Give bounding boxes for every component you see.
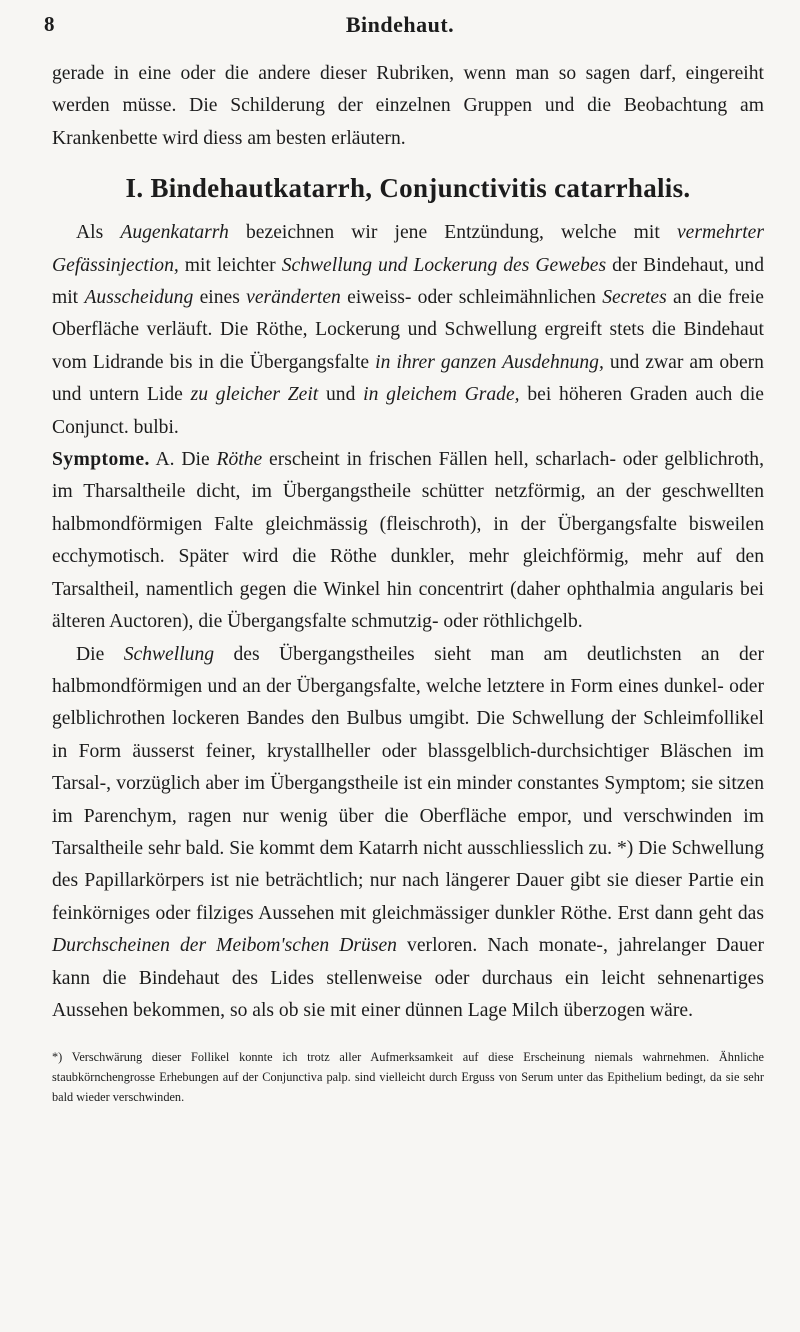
- running-title: Bindehaut.: [345, 12, 455, 37]
- text-run: Als: [76, 222, 121, 244]
- text-run: bezeichnen wir jene Entzündung, welche mit: [228, 222, 677, 244]
- italic-term: Röthe: [216, 449, 263, 471]
- text-run: an die freie Oberfläche verläuft. Die Röthe, Lockerung und Schwellung ergreift stets die Bindehaut vom Lidrande bis in die Übergangsfalte: [52, 287, 764, 373]
- text-run: Die: [76, 643, 124, 665]
- italic-term: in ihrer ganzen Ausdehnung,: [375, 351, 604, 373]
- page-number: 8: [44, 12, 55, 36]
- footnote-marker: *): [52, 1050, 63, 1065]
- text-run: verloren. Nach monate-, jahrelanger Dauer kann die Bindehaut des Lides stellenweise oder durchaus ein leicht sehnenartiges Aussehen bekommen, so als ob sie mit einer dünnen Lage Milch überzogen wäre.: [52, 935, 764, 1021]
- italic-term: zu gleicher Zeit: [190, 384, 319, 406]
- text-run: A. Die: [149, 449, 217, 471]
- italic-term: vermehrter Gefässinjection,: [52, 222, 764, 276]
- text-run: erscheint in frischen Fällen hell, scharlach- oder gelblichroth, im Tharsaltheile dicht, im Übergangstheile schütter netzförmig, an der geschwellten halbmondförmigen Falte gleichmässig (fleischroth), in der Übergangsfalte bisweilen ecchymotisch. Später wird die Röthe dunkler, mehr gleichförmig, mehr auf den Tarsaltheil, namentlich gegen die Winkel hin concentrirt (daher ophthalmia angularis bei älteren Auctoren), die Übergangsfalte schmutzig- oder röthlichgelb.: [52, 449, 765, 633]
- italic-term: Schwellung und Lockerung des Gewebes: [281, 254, 607, 276]
- text-run: bei höheren Graden auch die Conjunct. bulbi.: [52, 384, 764, 438]
- section-heading: I. Bindehautkatarrh, Conjunctivitis catarrhalis.: [125, 173, 691, 204]
- italic-term: veränderten: [246, 287, 341, 309]
- italic-term: Schwellung: [123, 643, 215, 665]
- symptoms-paragraph: [52, 444, 764, 638]
- intro-paragraph: gerade in eine oder die andere dieser Rubriken, wenn man so sagen darf, eingereiht werden müsse. Die Schilderung der einzelnen Gruppen und die Beobachtung am Krankenbette wird diess am besten erläutern.: [52, 63, 764, 149]
- italic-term: Augenkatarrh: [120, 222, 229, 244]
- text-run: und zwar am obern und untern Lide: [52, 351, 764, 406]
- page-header: [0, 12, 800, 42]
- footnote: [52, 1047, 764, 1107]
- italic-term: Ausscheidung: [84, 287, 194, 309]
- italic-term: in gleichem Grade,: [363, 384, 520, 406]
- footnote-text: Verschwärung dieser Follikel konnte ich trotz aller Aufmerksamkeit auf diese Erscheinung niemals wahrnehmen. Ähnliche staubkörnchengrosse Erhebungen auf der Conjunctiva palp. sind vielleicht durch Erguss von Serum unter das Epithelium bedingt, da sie sehr bald wieder verschwinden.: [52, 1050, 764, 1105]
- symptoms-lead: Symptome.: [52, 449, 150, 471]
- text-run: des Übergangstheiles sieht man am deutlichsten an der halbmondförmigen und an der Übergangsfalte, welche letztere in Form eines dunkel- oder gelblichrothen lockeren Bandes den Bulbus umgibt. Die Schwellung der Schleimfollikel in Form äusserst feiner, krystallheller oder blassgelblich-durchsichtiger Bläschen im Tarsal-, vorzüglich aber im Übergangstheile ist ein minder constantes Symptom; sie sitzen im Parenchym, ragen nur wenig über die Oberfläche empor, und verschwinden im Tarsaltheile sehr bald. Sie kommt dem Katarrh nicht ausschliesslich zu. *) Die Schwellung des Papillarkörpers ist nie beträchtlich; nur nach längerer Dauer gibt sie dieser Partie ein feinkörniges oder filziges Aussehen mit gleichmässiger dunkler Röthe. Erst dann geht das: [52, 643, 764, 924]
- italic-term: Durchscheinen der Meibom'schen Drüsen: [52, 935, 397, 957]
- text-run: und: [318, 384, 364, 406]
- text-run: der Bindehaut, und mit: [52, 254, 764, 309]
- text-run: eiweiss- oder schleimähnlichen: [340, 287, 603, 309]
- italic-term: Secretes: [602, 287, 667, 309]
- text-run: mit leichter: [178, 254, 282, 276]
- text-run: eines: [193, 287, 247, 309]
- swelling-paragraph: [52, 639, 764, 1028]
- page-body: [52, 58, 764, 1107]
- definition-paragraph: [52, 217, 764, 444]
